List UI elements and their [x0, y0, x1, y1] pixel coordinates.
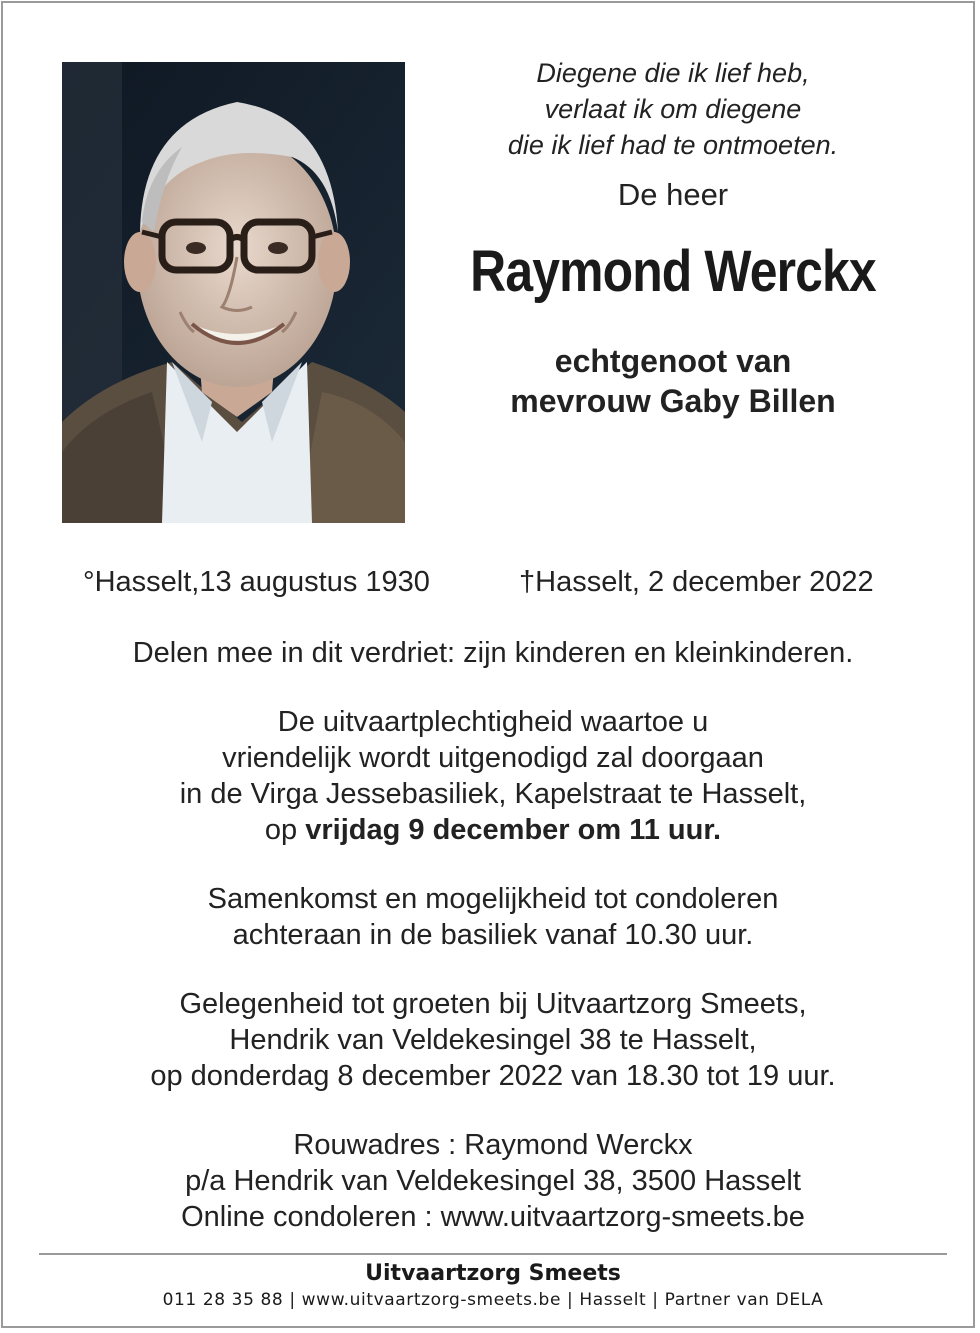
family-line: Delen mee in dit verdriet: zijn kinderen en kleinkinderen. — [132, 637, 854, 669]
address-line: Rouwadres : Raymond Werckx — [293, 1129, 693, 1161]
ceremony-date-prefix: op — [264, 814, 298, 846]
announcement-body — [3, 635, 980, 1235]
visitation-line: Hendrik van Veldekesingel 38 te Hasselt, — [229, 1024, 757, 1056]
funeral-home-contact: 011 28 35 88 | www.uitvaartzorg-smeets.be | Hasselt | Partner van DELA — [162, 1290, 824, 1310]
visitation-line: Gelegenheid tot groeten bij Uitvaartzorg Smeets, — [179, 988, 807, 1020]
spouse-info — [413, 341, 933, 421]
obituary-card — [1, 1, 975, 1328]
ceremony-line: De uitvaartplechtigheid waartoe u — [277, 706, 709, 738]
poem-line: verlaat ik om diegene — [544, 94, 802, 124]
birth-date: °Hasselt,13 augustus 1930 — [83, 566, 430, 598]
portrait-illustration — [62, 62, 405, 523]
death-date: †Hasselt, 2 december 2022 — [519, 566, 874, 598]
poem-line: die ik lief had te ontmoeten. — [507, 130, 839, 160]
memorial-poem — [413, 55, 933, 163]
deceased-name: Raymond Werckx — [470, 239, 876, 304]
gathering-line: achteraan in de basiliek vanaf 10.30 uur. — [232, 919, 754, 951]
portrait-photo — [62, 62, 405, 523]
address-line: p/a Hendrik van Veldekesingel 38, 3500 Hasselt — [185, 1165, 801, 1197]
spouse-line: echtgenoot van — [554, 343, 792, 379]
address-section — [3, 1127, 980, 1235]
header-column — [413, 55, 933, 421]
poem-line: Diegene die ik lief heb, — [536, 58, 810, 88]
spouse-line: mevrouw Gaby Billen — [510, 383, 836, 419]
honorific-title: De heer — [617, 177, 729, 212]
footer-divider — [39, 1253, 947, 1255]
ceremony-date: vrijdag 9 december om 11 uur. — [305, 814, 722, 846]
visitation-line: op donderdag 8 december 2022 van 18.30 tot 19 uur. — [150, 1060, 836, 1092]
ceremony-line: vriendelijk wordt uitgenodigd zal doorgaan — [222, 742, 764, 774]
ceremony-date-line — [3, 812, 980, 848]
visitation-section — [3, 986, 980, 1094]
funeral-home-name: Uitvaartzorg Smeets — [365, 1261, 621, 1286]
address-line: Online condoleren : www.uitvaartzorg-smeets.be — [181, 1201, 805, 1233]
ceremony-line: in de Virga Jessebasiliek, Kapelstraat te Hasselt, — [179, 778, 807, 810]
ceremony-section — [3, 704, 980, 848]
gathering-section — [3, 881, 980, 953]
gathering-line: Samenkomst en mogelijkheid tot condoleren — [207, 883, 779, 915]
